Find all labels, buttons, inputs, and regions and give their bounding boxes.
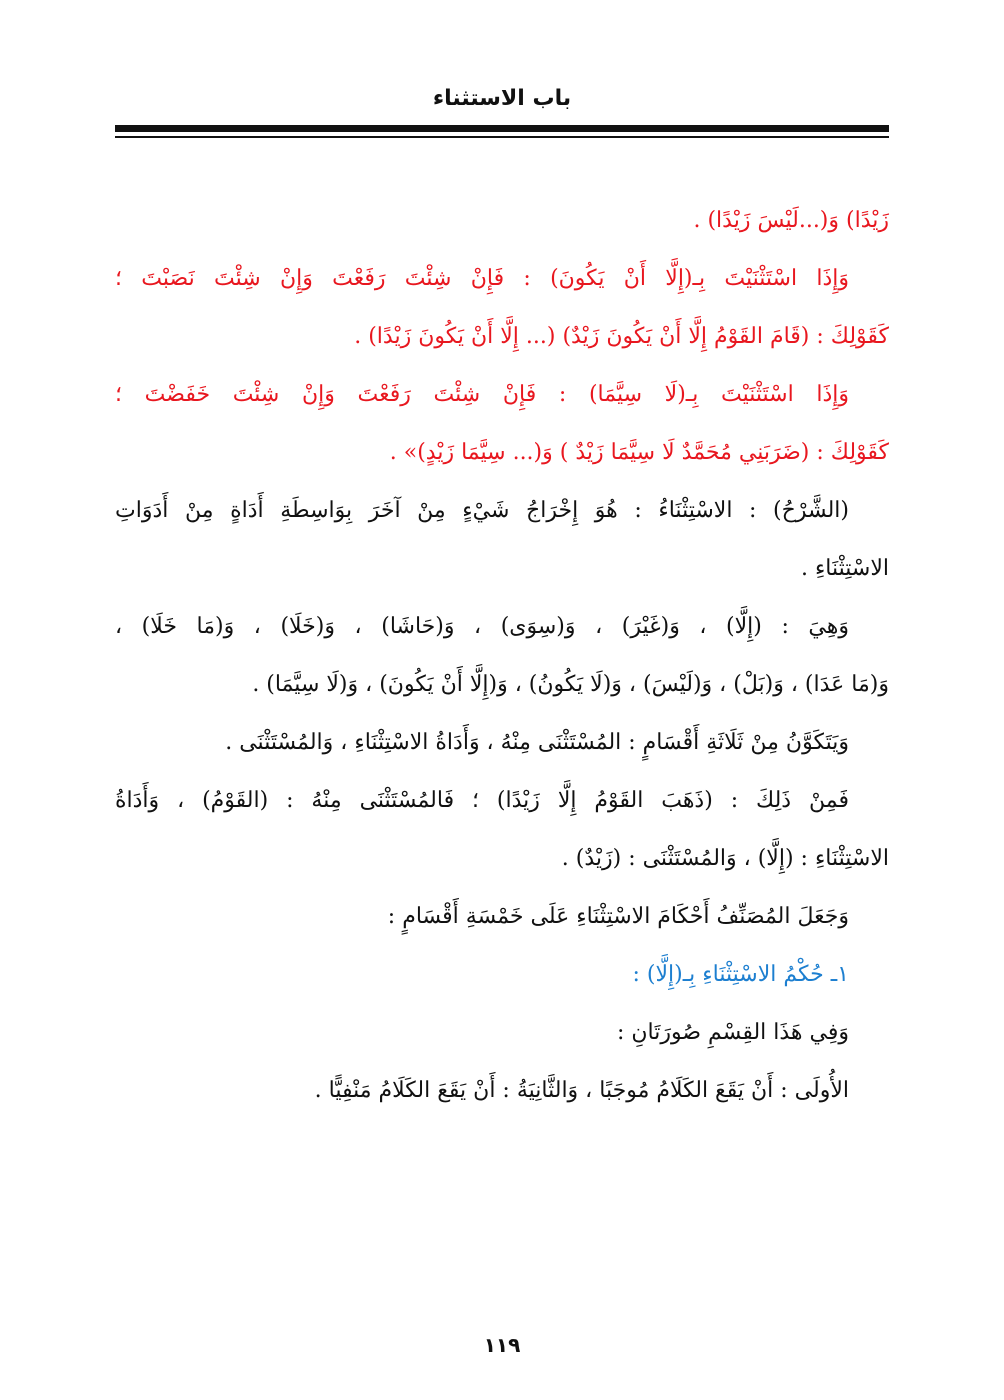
page-body xyxy=(115,192,889,1120)
header-rule-thick xyxy=(115,125,889,132)
matn-line-5: كَقَوْلِكَ : (ضَرَبَنِي مُحَمَّدٌ لَا سِيَّمَا زَيْدٌ ) وَ(... سِيَّمَا زَيْدٍ)» . xyxy=(389,440,889,465)
running-header: باب الاستثناء xyxy=(432,86,572,111)
sharh-forms-detail-line: الأُولَى : أَنْ يَقَعَ الكَلَامُ مُوجَبًا ، وَالثَّانِيَةُ : أَنْ يَقَعَ الكَلَامُ مَنْفِيًّا . xyxy=(314,1078,849,1103)
matn-line-3: كَقَوْلِكَ : (قَامَ القَوْمُ إِلَّا أَنْ يَكُونَ زَيْدٌ) (... إِلَّا أَنْ يَكُونَ زَيْدًا) . xyxy=(354,324,889,349)
section-heading-illa: ١ـ حُكْمُ الاسْتِثْنَاءِ بِـ(إِلَّا) : xyxy=(632,962,849,987)
matn-line-2: وَإِذَا اسْتَثْنَيْتَ بِـ(إِلَّا أَنْ يَكُونَ) : فَإِنْ شِئْتَ رَفَعْتَ وَإِنْ شِئْتَ نَصَبْتَ ؛ xyxy=(115,266,849,291)
matn-line-4: وَإِذَا اسْتَثْنَيْتَ بِـ(لَا سِيَّمَا) : فَإِنْ شِئْتَ رَفَعْتَ وَإِنْ شِئْتَ خَفَضْتَ ؛ xyxy=(115,382,849,407)
sharh-example-line-1: فَمِنْ ذَلِكَ : (ذَهَبَ القَوْمُ إِلَّا زَيْدًا) ؛ فَالمُسْتَثْنَى مِنْهُ : (القَوْمُ) ، وَأَدَاةُ xyxy=(115,788,849,813)
matn-line-1: زَيْدًا) وَ(...لَيْسَ زَيْدًا) . xyxy=(693,208,889,233)
sharh-parts-line: وَيَتَكَوَّنُ مِنْ ثَلَاثَةِ أَقْسَامٍ : المُسْتَثْنَى مِنْهُ ، وَأَدَاةُ الاسْتِثْنَاءِ ، وَالمُسْتَثْنَى . xyxy=(225,730,849,755)
sharh-definition-line-1: (الشَّرْحُ) : الاسْتِثْنَاءُ : هُوَ إِخْرَاجُ شَيْءٍ مِنْ آخَرَ بِوَاسِطَةِ أَدَاةٍ مِنْ أَدَوَاتِ xyxy=(115,498,849,523)
sharh-definition-line-2: الاسْتِثْنَاءِ . xyxy=(800,556,889,581)
page-number: ١١٩ xyxy=(483,1333,521,1357)
header-rule-thin xyxy=(115,136,889,138)
sharh-tools-line-1: وَهِيَ : (إِلَّا) ، وَ(غَيْرَ) ، وَ(سِوَى) ، وَ(حَاشَا) ، وَ(خَلَا) ، وَ(مَا خَلَا) ، xyxy=(115,614,849,639)
sharh-two-forms-line: وَفِي هَذَا القِسْمِ صُورَتَانِ : xyxy=(617,1020,849,1045)
sharh-example-line-2: الاسْتِثْنَاءِ : (إِلَّا) ، وَالمُسْتَثْنَى : (زَيْدٌ) . xyxy=(561,846,889,871)
sharh-rulings-intro: وَجَعَلَ المُصَنِّفُ أَحْكَامَ الاسْتِثْنَاءِ عَلَى خَمْسَةِ أَقْسَامٍ : xyxy=(387,904,849,929)
sharh-tools-line-2: وَ(مَا عَدَا) ، وَ(بَلْ) ، وَ(لَيْسَ) ، وَ(لَا يَكُونُ) ، وَ(إِلَّا أَنْ يَكُونَ) ، وَ(لَا سِيَّمَا) . xyxy=(252,672,889,697)
